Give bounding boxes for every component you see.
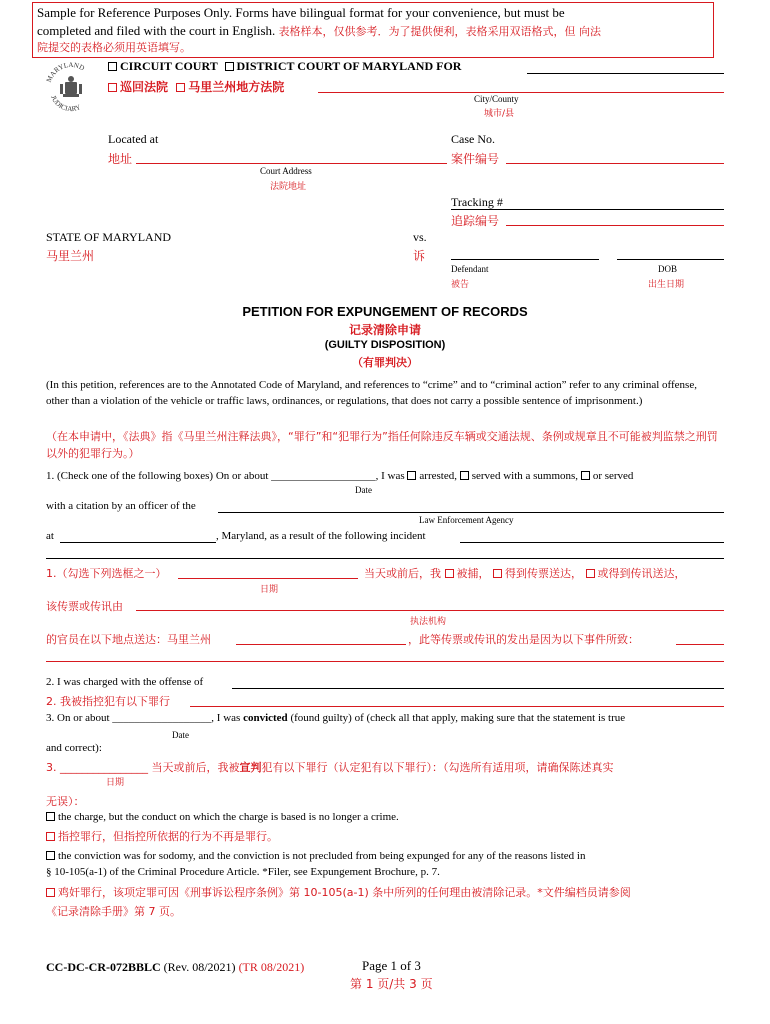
incident-line-2[interactable] xyxy=(46,558,724,559)
arrested-label: arrested, xyxy=(419,470,457,482)
district-court-label-cn: 马里兰州地方法院 xyxy=(188,80,285,94)
court-address-caption-cn: 法院地址 xyxy=(270,182,307,192)
convicted-word-cn: 宣判 xyxy=(239,761,262,774)
citation-label: or served xyxy=(592,470,634,482)
item3-text-a: 3. On or about __________________, I was xyxy=(46,712,241,724)
arrested-label-cn: 被捕， xyxy=(456,567,490,580)
item3-date-caption-cn: 日期 xyxy=(106,778,125,788)
state-of-maryland-label: STATE OF MARYLAND xyxy=(46,230,172,244)
item3-text-cn-a: 3. ________________ 当天或前后，我被 xyxy=(46,761,240,774)
defendant-caption: Defendant xyxy=(451,264,489,274)
case-number-line[interactable] xyxy=(506,163,724,164)
tracking-number-label: Tracking # xyxy=(451,195,503,209)
item3-text-cn-b: 犯有以下罪行（认定犯有以下罪行）：（勾选所有适用项，请确保陈述真实 xyxy=(261,761,614,774)
no-longer-crime-checkbox-cn[interactable] xyxy=(46,832,55,841)
option-sodomy-cn xyxy=(46,884,631,900)
circuit-court-checkbox[interactable] xyxy=(108,62,117,71)
court-selection-chinese xyxy=(108,78,284,95)
item3-text-c: and correct): xyxy=(46,742,102,754)
item1-date-line-cn[interactable] xyxy=(178,578,358,579)
notice-chinese-part2: 院提交的表格必须用英语填写。 xyxy=(37,41,191,54)
petition-subtitle-cn: （有罪判决） xyxy=(352,356,418,369)
intro-paragraph-cn: （在本申请中，《法典》指《马里兰州注释法典》，“罪行”和“犯罪行为”指任何除违反车辆或交通法规、条例或规章且不可能被判监禁之刑罚以外的犯罪行为。） xyxy=(46,430,718,460)
tracking-number-line-cn[interactable] xyxy=(506,225,724,226)
form-revision: (Rev. 08/2021) xyxy=(163,960,236,974)
sodomy-label-cn-b: 《记录清除手册》第 7 页。 xyxy=(46,905,181,918)
item1-line-en xyxy=(46,470,633,482)
court-selection-english xyxy=(108,59,461,74)
svg-text:JUDICIARY xyxy=(49,94,82,113)
versus-label-cn: 诉 xyxy=(413,249,426,263)
page-number-cn: 第 1 页/共 3 页 xyxy=(350,977,433,991)
district-court-checkbox-cn[interactable] xyxy=(176,83,185,92)
petition-title-cn: 记录清除申请 xyxy=(348,323,421,337)
petition-subtitle: (GUILTY DISPOSITION) xyxy=(324,339,446,351)
item1-text-cn-d: 的官员在以下地点送达：马里兰州 xyxy=(46,633,211,646)
sodomy-label-a: the conviction was for sodomy, and the conviction is not precluded from being expunged for any of the reasons listed in xyxy=(58,850,586,862)
seal-top-text: MARYLAND xyxy=(44,60,86,84)
tracking-number-line[interactable] xyxy=(451,209,724,210)
item1-text-cn-b: 当天或前后，我 xyxy=(364,567,441,580)
tracking-number-label-cn: 追踪编号 xyxy=(451,214,500,228)
sodomy-label-cn-a: 鸡奸罪行，该项定罪可因《刑事诉讼程序条例》第 10-105(a-1) 条中所列的任何理由被清除记录。*文件编档员请参阅 xyxy=(58,886,631,899)
arrested-checkbox[interactable] xyxy=(407,471,416,480)
notice-english-line2: completed and filed with the court in English. xyxy=(37,23,276,38)
svg-text:MARYLAND xyxy=(45,61,86,83)
incident-line[interactable] xyxy=(460,542,724,543)
item1-date-caption-cn: 日期 xyxy=(260,585,279,595)
item3-text-b: (found guilty) of (check all that apply, making sure that the statement is true xyxy=(290,712,626,724)
item1-officer-text: with a citation by an officer of the xyxy=(46,500,196,512)
item2-text: 2. I was charged with the offense of xyxy=(46,676,204,688)
city-county-caption-cn: 城市/县 xyxy=(484,109,515,119)
item1-text-a: 1. (Check one of the following boxes) On or about ___________________, I was xyxy=(46,470,405,482)
case-number-label: Case No. xyxy=(451,132,495,146)
circuit-court-label: CIRCUIT COURT xyxy=(120,59,218,73)
court-county-line-cn[interactable] xyxy=(318,92,724,93)
district-court-checkbox[interactable] xyxy=(225,62,234,71)
item3-text-cn-c: 无误）： xyxy=(46,795,85,808)
notice-chinese-part1: 表格样本，仅供参考．为了提供便利，表格采用双语格式，但 向法 xyxy=(278,25,602,38)
state-of-maryland-label-cn: 马里兰州 xyxy=(46,249,95,263)
summons-label: served with a summons, xyxy=(471,470,579,482)
option-sodomy xyxy=(46,850,585,862)
item1-text-cn-c: 该传票或传讯由 xyxy=(46,600,123,613)
seal-bottom-text: JUDICIARY xyxy=(49,94,82,114)
item3-date-caption: Date xyxy=(172,730,189,740)
city-county-caption: City/County xyxy=(474,94,519,104)
no-longer-crime-label: the charge, but the conduct on which the charge is based is no longer a crime. xyxy=(58,811,399,823)
summons-checkbox[interactable] xyxy=(460,471,469,480)
versus-label: vs. xyxy=(413,230,427,244)
item3-line-en xyxy=(46,712,625,724)
item1-maryland-text: , Maryland, as a result of the following incident xyxy=(216,530,426,542)
sodomy-checkbox-cn[interactable] xyxy=(46,888,55,897)
option-no-longer-crime-cn xyxy=(46,828,278,844)
item1-at-label: at xyxy=(46,530,54,542)
dob-caption: DOB xyxy=(658,264,678,274)
location-line[interactable] xyxy=(60,542,216,543)
intro-paragraph: (In this petition, references are to the Annotated Code of Maryland, and references to “crime” and to “criminal action” refer to any criminal offense, other than a violation of the vehicle or traffic laws, ordinances, or regulations, that does not carry a possible sentence of imprisonment.) xyxy=(46,379,697,407)
located-at-label: Located at xyxy=(108,132,159,146)
offense-line-cn[interactable] xyxy=(190,706,724,707)
sodomy-label-b: § 10-105(a-1) of the Criminal Procedure Article. *Filer, see Expungement Brochure, p. 7. xyxy=(46,866,440,878)
summons-label-cn: 得到传票送达， xyxy=(505,567,582,580)
item1-text-cn-e: ，此等传票或传讯的发出是因为以下事件所致： xyxy=(408,633,639,646)
defendant-line[interactable] xyxy=(451,259,599,260)
arrested-checkbox-cn[interactable] xyxy=(445,569,454,578)
reference-notice xyxy=(32,2,714,58)
convicted-word: convicted xyxy=(243,712,288,724)
no-longer-crime-label-cn: 指控罪行，但指控所依据的行为不再是罪行。 xyxy=(58,830,278,843)
citation-checkbox[interactable] xyxy=(581,471,590,480)
case-number-label-cn: 案件编号 xyxy=(451,152,500,166)
form-footer-id xyxy=(46,960,304,975)
no-longer-crime-checkbox[interactable] xyxy=(46,812,55,821)
agency-line-cn[interactable] xyxy=(136,610,724,611)
form-id: CC-DC-CR-072BBLC xyxy=(46,960,161,974)
located-at-label-cn: 地址 xyxy=(108,152,133,166)
notice-english-line1: Sample for Reference Purposes Only. Forms have bilingual format for your convenience, but must be xyxy=(37,5,565,20)
maryland-judiciary-seal-icon xyxy=(44,58,98,120)
item1-text-cn-a: 1.（勾选下列选框之一） xyxy=(46,567,167,580)
incident-line-cn-2[interactable] xyxy=(46,661,724,662)
citation-checkbox-cn[interactable] xyxy=(586,569,595,578)
court-county-line[interactable] xyxy=(527,73,724,74)
incident-line-cn[interactable] xyxy=(676,644,724,645)
circuit-court-label-cn: 巡回法院 xyxy=(120,80,169,94)
court-address-caption: Court Address xyxy=(260,166,312,176)
location-line-cn[interactable] xyxy=(236,644,406,645)
option-no-longer-crime xyxy=(46,811,399,823)
district-court-label: DISTRICT COURT OF MARYLAND FOR xyxy=(236,59,462,73)
item3-line-cn xyxy=(46,759,614,775)
dob-caption-cn: 出生日期 xyxy=(648,280,685,290)
item1-date-caption: Date xyxy=(355,485,372,495)
agency-line[interactable] xyxy=(218,512,724,513)
petition-title: PETITION FOR EXPUNGEMENT OF RECORDS xyxy=(242,304,528,319)
item1-line-cn xyxy=(364,565,686,581)
summons-checkbox-cn[interactable] xyxy=(493,569,502,578)
page-number: Page 1 of 3 xyxy=(362,958,421,973)
circuit-court-checkbox-cn[interactable] xyxy=(108,83,117,92)
form-translation-revision: (TR 08/2021) xyxy=(238,960,305,974)
defendant-caption-cn: 被告 xyxy=(451,280,470,290)
agency-caption-cn: 执法机构 xyxy=(410,617,447,627)
court-address-line[interactable] xyxy=(136,163,447,164)
offense-line[interactable] xyxy=(232,688,724,689)
agency-caption: Law Enforcement Agency xyxy=(419,515,514,525)
item2-text-cn: 2. 我被指控犯有以下罪行 xyxy=(46,695,170,708)
sodomy-checkbox[interactable] xyxy=(46,851,55,860)
dob-line[interactable] xyxy=(617,259,724,260)
citation-label-cn: 或得到传讯送达， xyxy=(597,567,686,580)
